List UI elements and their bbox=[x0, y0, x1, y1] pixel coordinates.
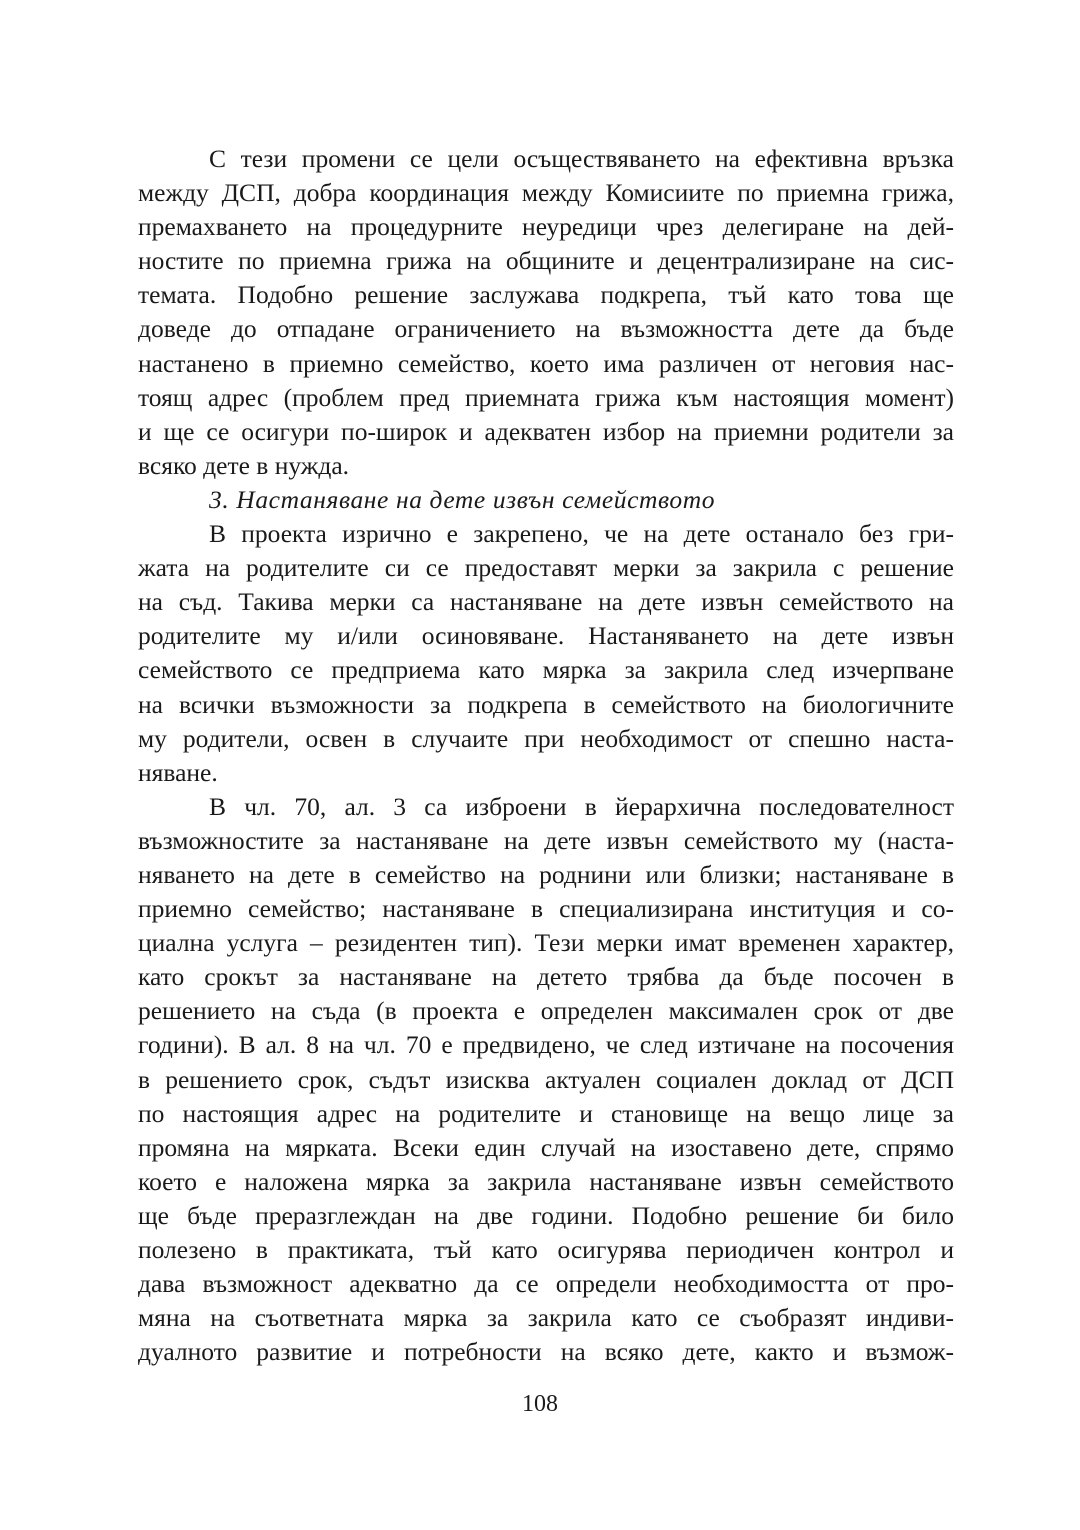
paragraph-line: приемно семейство; настаняване в специализирана институция и со- bbox=[138, 894, 954, 924]
paragraph-line: жата на родителите си се предоставят мерки за закрила с решение bbox=[138, 553, 954, 583]
page-body bbox=[138, 142, 954, 1369]
paragraph-line: като срокът за настаняване на детето трябва да бъде посочен в bbox=[138, 962, 954, 992]
paragraph-line: промяна на мярката. Всеки един случай на изоставено дете, спрямо bbox=[138, 1132, 954, 1162]
paragraph-line: всяко дете в нужда. bbox=[138, 450, 350, 480]
paragraph-line: премахването на процедурните неуредици чрез делегиране на дей- bbox=[138, 212, 954, 242]
paragraph-line: решението на съда (в проекта е определен максимален срок от две bbox=[138, 996, 954, 1026]
page-number: 108 bbox=[522, 1391, 558, 1417]
paragraph-line: настанено в приемно семейство, което има различен от неговия нас- bbox=[138, 348, 954, 378]
paragraph-line: В чл. 70, ал. 3 са изброени в йерархична последователност bbox=[209, 791, 954, 821]
paragraph-line: В проекта изрично е закрепено, че на дете останало без гри- bbox=[209, 519, 954, 549]
paragraph-line: ностите по приемна грижа на общините и децентрализиране на сис- bbox=[138, 246, 954, 276]
paragraph-line: доведе до отпадане ограничението на възможността дете да бъде bbox=[138, 314, 954, 344]
paragraph-line: семейството се предприема като мярка за закрила след изчерпване bbox=[138, 655, 954, 685]
paragraph-line: полезено в практиката, тъй като осигурява периодичен контрол и bbox=[138, 1235, 954, 1264]
paragraph-line: циална услуга – резидентен тип). Тези мерки имат временен характер, bbox=[138, 928, 954, 958]
paragraph-line: дуалното развитие и потребности на всяко дете, както и възмож- bbox=[138, 1337, 954, 1367]
paragraph-line: години). В ал. 8 на чл. 70 е предвидено, че след изтичане на посочения bbox=[138, 1030, 954, 1060]
paragraph-3 bbox=[138, 790, 954, 1370]
section-heading: 3. Настаняване на дете извън семейството bbox=[209, 484, 716, 514]
paragraph-line: възможностите за настаняване на дете извън семейството му (наста- bbox=[138, 825, 954, 855]
paragraph-line: дава възможност адекватно да се определи необходимостта от про- bbox=[138, 1269, 954, 1299]
paragraph-line: на съд. Такива мерки са настаняване на дете извън семейството на bbox=[138, 587, 954, 617]
paragraph-line: няване. bbox=[138, 757, 218, 787]
paragraph-line: няването на дете в семейство на роднини или близки; настаняване в bbox=[138, 859, 954, 889]
paragraph-1 bbox=[138, 142, 954, 483]
paragraph-line: по настоящия адрес на родителите и становище на вещо лице за bbox=[138, 1098, 954, 1128]
paragraph-line: между ДСП, добра координация между Комисиите по приемна грижа, bbox=[138, 178, 954, 208]
paragraph-line: което е наложена мярка за закрила настаняване извън семейството bbox=[138, 1166, 954, 1196]
paragraph-line: в решението срок, съдът изисква актуален социален доклад от ДСП bbox=[138, 1064, 954, 1094]
paragraph-line: С тези промени се цели осъществяването на ефективна връзка bbox=[209, 144, 954, 173]
paragraph-line: родителите му и/или осиновяване. Настаняването на дете извън bbox=[138, 621, 954, 651]
paragraph-2 bbox=[138, 517, 954, 790]
paragraph-line: му родители, освен в случаите при необходимост от спешно наста- bbox=[138, 723, 954, 753]
paragraph-line: темата. Подобно решение заслужава подкрепа, тъй като това ще bbox=[138, 280, 954, 310]
paragraph-line: и ще се осигури по-широк и адекватен избор на приемни родители за bbox=[138, 416, 954, 446]
paragraph-line: ще бъде преразглеждан на две години. Подобно решение би било bbox=[138, 1200, 954, 1230]
paragraph-line: тоящ адрес (проблем пред приемната грижа към настоящия момент) bbox=[138, 382, 954, 412]
paragraph-line: на всички възможности за подкрепа в семейството на биологичните bbox=[138, 689, 954, 719]
paragraph-line: мяна на съответната мярка за закрила като се съобразят индиви- bbox=[138, 1303, 954, 1333]
